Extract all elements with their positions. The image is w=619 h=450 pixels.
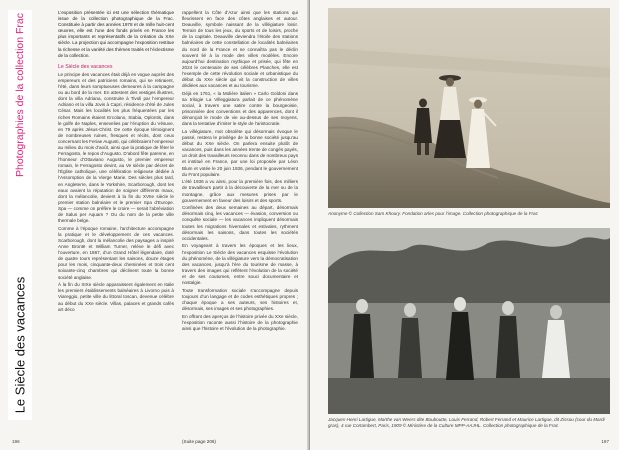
left-page [0, 0, 309, 450]
body-paragraph: En voyageant à travers les époques et les lieux, l’exposition Le Siècle des vacances esquisse l’évolution du phénomène, de la villégiature vers la démocratisation des vacances, jusqu’à l’ère du tourisme de masse, à travers des images qui reflètent l’évolution de la société et de ses coutumes, entre souci documentaire et nostalgie. [182, 243, 298, 285]
body-paragraph: rappellent la Côte d’Azur ainsi que les stations qui fleurissent en face des côtes anglaises et autour. Deauville, symbole naissant de la villégiature loisir. Terrain de tous les jeux, du sports et de loisirs, proche de la capitale. Deauville deviendra l’étoile des stations balnéaires de cette constellation de localités balnéaires du nord de la France et ne connaîtra pas le déclin souvent lié à la mode des villes modèles. Encore aujourd’hui destination mythique et prisée, qui fête en 2024 le centenaire de ses célèbres Planches, elle est l’exemple de cette révolution sociale et urbanistique du début du XXe siècle qui vit la construction de villes dédiées aux vacances et au tourisme. [182, 10, 298, 89]
beach-photograph [328, 8, 610, 208]
text-column-2 [182, 10, 298, 334]
body-paragraph: Toute transformation sociale s’accompagne depuis toujours d’un langage et de codes esthétiques propres ; chaque époque a ses auteurs, ses histoires et, désormais, ses images et ses photographies. [182, 287, 298, 311]
body-paragraph: À la fin du XIXe siècle apparaissent également en Italie les premiers établissements balnéaires à Livorno puis à Viareggio, petite ville du littoral toscan, devenue célèbre au début du XXe siècle. Villas, palaces et grands cafés art déco [58, 282, 174, 312]
section-title: Photographies de la collection Frac [14, 12, 26, 178]
continue-note: (Suite page 206) [182, 439, 216, 444]
body-paragraph: Le principe des vacances était déjà en vogue auprès des empereurs et des patriciens romains, qui se retiraient, l’été, dans leurs somptueuses demeures à la campagne ou au bord de la mer. En attestent des vestiges illustres, dont la villa Adriana, construite à Tivoli par l’empereur Adriano et la villa Jovis à Capri, résidence d’été de Jules César. Mais les localités les plus fréquentées par les riches Romains étaient Ercolano, Stabia, Oplontis, dans le golfe de Naples, ensevelies par l’éruption du Vésuve, en 79 après Jésus-Christ. De cette époque témoignent de nombreuses ruines, fresques et récits, dont ceux concernant les Feriae Augusti, qui célébraient l’empereur au milieu du mois d’août, ainsi que la pratique de fêter le Ferragosto, le repos d’Augusto. D’abord fête païenne, en l’honneur d’Ottaviano Augusto, le premier empereur romain, le Ferragosto devint, au Ve siècle par décret de l’Église catholique, une célébration religieuse dédiée à l’Assomption de la Vierge Marie. Des siècles plus tard, en Angleterre, dans le Yorkshire, Scarborough, dont les eaux avaient la réputation de soigner différents maux, dont la mélancolie, devient à la fin du XVIIe siècle le premier station balnéaire et le premier Spa d’Europe. Spa — comme on préfère le croire — serait l’abréviation de Salus per Aquam ? Ou du nom de la petite ville thermale belge. [58, 71, 174, 224]
body-paragraph: La villégiature, mot obsolète qui désormais évoque le passé, restera le privilège de la bonne société jusqu’au début du XXe siècle. On parlera ensuite plutôt de vacances, puis dans les années trente de congés payés, un droit des travailleurs reconnu dans de nombreux pays et institué en France, par une loi proposée par Léon Blum et votée le 20 juin 1936, pendant le gouvernement du Front populaire. [182, 128, 298, 177]
page-number-right: 197 [601, 439, 609, 444]
body-paragraph: Comme à l’époque romaine, l’architecture accompagne la pratique et le développement de ces vacances. Scarborough, dont la mélancolie des paysages a inspiré Anne Brontë et William Turner, relève le défi avec l’ouverture, en 1867, d’un Grand Hôtel légendaire, doté de quatre tours représentant les saisons, douze étages pour les mois, cinquante-deux cheminées et trois cent soixante-cinq chambres qui déclinent toute la bonne société anglaise. [58, 225, 174, 280]
subheading: Le Siècle des vacances [58, 63, 113, 70]
body-paragraph: L’été 1936 a vu ainsi, pour la première fois, des milliers de travailleurs partir à la découverte de la mer ou de la montagne, grâce aux mesures prises par le gouvernement en faveur des loisirs et des sports. [182, 179, 298, 203]
chapter-title: Le Siècle des vacances [12, 276, 28, 414]
vertical-title-area [8, 10, 32, 420]
photo-caption-top: Anonyme © Collection Sam Khoury. Fondation arles pour l’image. Collection photographique de la Frac [328, 211, 538, 216]
page-number-left: 196 [12, 439, 20, 444]
body-paragraph: Confinées des deux semaines au départ, désormais désormais cinq, les vacances — évasion, conversion ou conquête sociale — les vacances impliquent désormais toutes les migrations hivernales et estivales, rythment désormais les saisons, dans toutes les sociétés occidentales. [182, 205, 298, 241]
text-column-1 [58, 10, 174, 314]
body-paragraph: En offrant des aperçus de l’histoire privée du XXe siècle, l’exposition raconte aussi l’histoire de la photographie ainsi que l’histoire et l’évolution de la photographie. [182, 313, 298, 331]
mardi-gras-photograph [328, 228, 610, 414]
body-paragraph: Déjà en 1761, « la Molière italien » Carlo Goldoni dans sa trilogie La Villeggiatura parlait de ce phénomène social, à travers une satire contre la bourgeoisie, prisonnière des conventions et des apparences, dont il dénonçait le mode de vie au-dessus de ses moyens, dans la tentative d’imiter le style de l’aristocratie. [182, 90, 298, 127]
right-page [310, 0, 619, 450]
intro-paragraph: L’exposition présentée ici est une sélection thématique issue de la collection photographique de la Frac. Constituée à partir des années 1978 et de mille huit-cent œuvres, elle est l’une des fonds privés en France les plus importants et représentatifs de la création du XXe siècle. La projection qui accompagne l’exposition restitue la richesse et la variété des thèmes traités et l’éclectisme de la collection. [58, 10, 174, 58]
photo-caption-bottom: Jacques-Henri Lartigue, Marthe van Weers dite Bouboutte, Louis Ferrand, Robert Ferrand et Maurice Lartigue, dit Zissou (cour du Mardi gras), 4 rue Cortambert, Paris, 1909 © Ministère de la Culture MPP-AAJHL. Collection photographique de la Frac [328, 417, 605, 428]
